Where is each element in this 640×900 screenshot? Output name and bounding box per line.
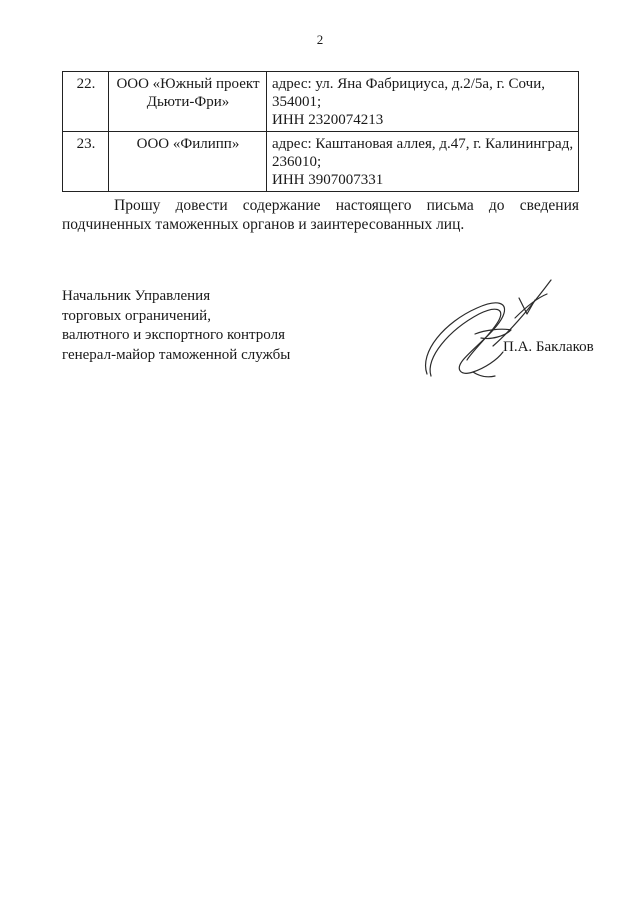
address-line: 236010; xyxy=(272,154,322,170)
signer-title-line: генерал-майор таможенной службы xyxy=(62,346,291,363)
organization-details xyxy=(267,72,579,132)
request-paragraph: Прошу довести содержание настоящего письма до сведения подчиненных таможенных органов и заинтересованных лиц. xyxy=(62,197,579,233)
organization-name-line: ООО «Филипп» xyxy=(136,136,240,152)
table-row xyxy=(63,72,579,132)
signer-name: П.А. Баклаков xyxy=(503,339,594,355)
signer-title-line: торговых ограничений, xyxy=(62,307,211,324)
signer-title-line: Начальник Управления xyxy=(62,288,211,304)
organization-details xyxy=(267,132,579,192)
row-number: 23. xyxy=(63,132,109,192)
signer-title xyxy=(62,287,290,365)
organization-name xyxy=(109,132,267,192)
table-row xyxy=(63,132,579,192)
row-number: 22. xyxy=(63,72,109,132)
address-line: адрес: ул. Яна Фабрициуса, д.2/5а, г. Сочи, xyxy=(272,76,545,92)
inn: ИНН 2320074213 xyxy=(272,112,384,128)
page-number: 2 xyxy=(316,32,324,47)
organization-name xyxy=(109,72,267,132)
organizations-table xyxy=(62,71,579,192)
organization-name-line: ООО «Южный проект xyxy=(116,76,260,92)
inn: ИНН 3907007331 xyxy=(272,172,384,188)
organization-name-line: Дьюти-Фри» xyxy=(146,94,230,110)
signature-image xyxy=(415,272,565,387)
signer-title-line: валютного и экспортного контроля xyxy=(62,327,285,343)
address-line: адрес: Каштановая аллея, д.47, г. Калининград, xyxy=(272,136,574,152)
address-line: 354001; xyxy=(272,94,322,110)
